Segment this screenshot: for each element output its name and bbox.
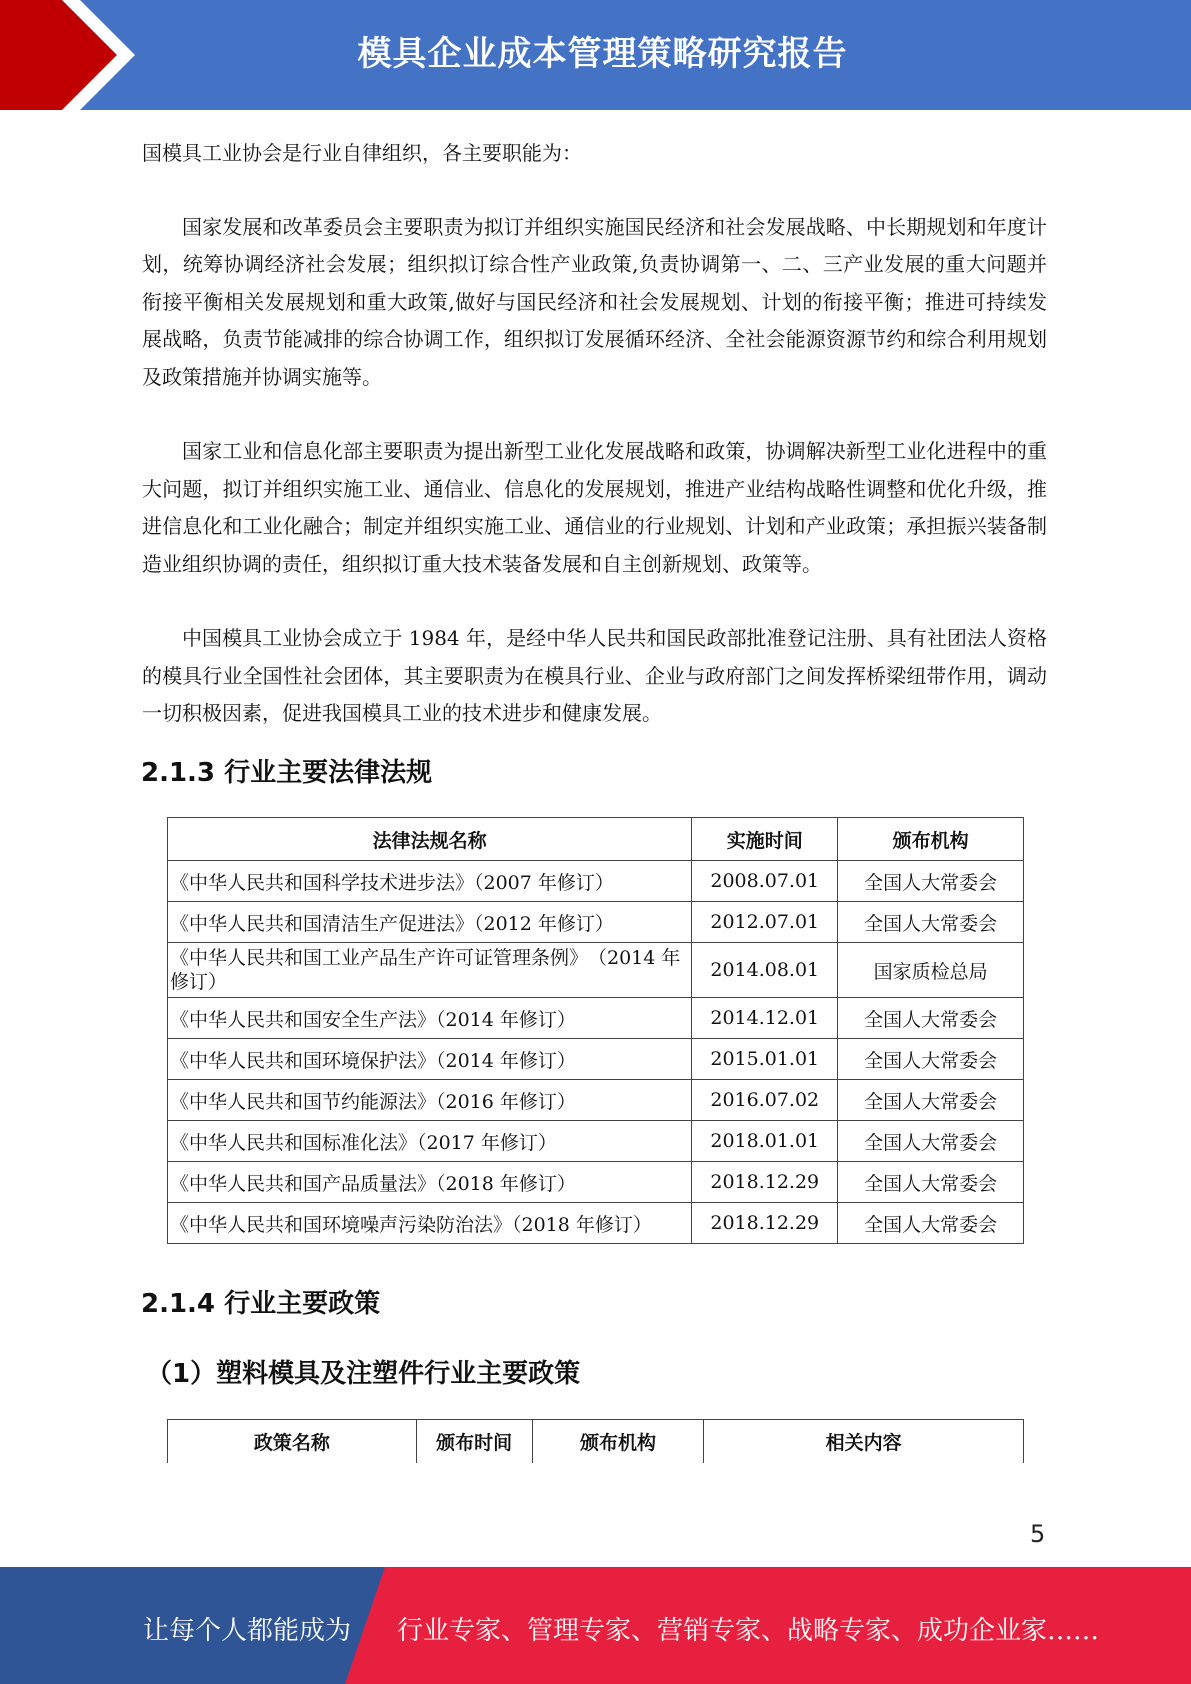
effective-date-cell: 2018.12.29 [692, 1203, 838, 1244]
law-name-cell: 《中华人民共和国环境噪声污染防治法》（2018 年修订） [168, 1203, 692, 1244]
law-name-cell: 《中华人民共和国科学技术进步法》（2007 年修订） [168, 861, 692, 902]
column-header-content: 相关内容 [704, 1420, 1024, 1463]
subsection-heading-plastic-molds: （1）塑料模具及注塑件行业主要政策 [146, 1359, 581, 1389]
issuer-cell: 国家质检总局 [838, 943, 1024, 998]
law-name-cell: 《中华人民共和国产品质量法》（2018 年修订） [168, 1162, 692, 1203]
table-row [168, 1121, 1024, 1162]
effective-date-cell: 2008.07.01 [692, 861, 838, 902]
issuer-cell: 全国人大常委会 [838, 1080, 1024, 1121]
section-heading-policies: 2.1.4 行业主要政策 [141, 1289, 381, 1319]
table-row [168, 1162, 1024, 1203]
issuer-cell: 全国人大常委会 [838, 1162, 1024, 1203]
footer-slogan-left: 让每个人都能成为 [143, 1616, 352, 1646]
column-header-issuer: 颁布机构 [838, 818, 1024, 861]
paragraph-miit: 国家工业和信息化部主要职责为提出新型工业化发展战略和政策，协调解决新型工业化进程中的重大问题，拟订并组织实施工业、通信业、信息化的发展规划，推进产业结构战略性调整和优化升级，推进信息化和工业化融合；制定并组织实施工业、通信业的行业规划、计划和产业政策；承担振兴装备制造业组织协调的责任，组织拟订重大技术装备发展和自主创新规划、政策等。 [142, 439, 1047, 576]
effective-date-cell: 2018.12.29 [692, 1162, 838, 1203]
page-header [0, 0, 1191, 110]
page-footer [0, 1567, 1191, 1684]
effective-date-cell: 2014.12.01 [692, 998, 838, 1039]
table-header-row [168, 1420, 1024, 1463]
issuer-cell: 全国人大常委会 [838, 1203, 1024, 1244]
effective-date-cell: 2014.08.01 [692, 943, 838, 998]
page-number: 5 [1030, 1520, 1046, 1548]
effective-date-cell: 2012.07.01 [692, 902, 838, 943]
column-header-law-name: 法律法规名称 [168, 818, 692, 861]
law-name-cell: 《中华人民共和国节约能源法》（2016 年修订） [168, 1080, 692, 1121]
law-name-cell: 《中华人民共和国清洁生产促进法》（2012 年修订） [168, 902, 692, 943]
table-row [168, 998, 1024, 1039]
law-name-cell: 《中华人民共和国工业产品生产许可证管理条例》 （2014 年修订） [168, 943, 692, 998]
issuer-cell: 全国人大常委会 [838, 861, 1024, 902]
laws-table [167, 817, 1024, 1244]
paragraph-ndrc: 国家发展和改革委员会主要职责为拟订并组织实施国民经济和社会发展战略、中长期规划和年度计划，统筹协调经济社会发展；组织拟订综合性产业政策,负责协调第一、二、三产业发展的重大问题并衔接平衡相关发展规划和重大政策,做好与国民经济和社会发展规划、计划的衔接平衡；推进可持续发展战略，负责节能减排的综合协调工作，组织拟订发展循环经济、全社会能源资源节约和综合利用规划及政策措施并协调实施等。 [142, 214, 1047, 389]
policies-table [167, 1419, 1024, 1463]
paragraph-intro: 国模具工业协会是行业自律组织，各主要职能为： [142, 141, 582, 165]
table-header-row [168, 818, 1024, 861]
table-row [168, 943, 1024, 998]
table-row [168, 1203, 1024, 1244]
body-text [142, 135, 1047, 770]
report-title: 模具企业成本管理策略研究报告 [357, 34, 848, 74]
paragraph-association: 中国模具工业协会成立于 1984 年，是经中华人民共和国民政部批准登记注册、具有社团法人资格的模具行业全国性社会团体，其主要职责为在模具行业、企业与政府部门之间发挥桥梁纽带作用，调动一切积极因素，促进我国模具工业的技术进步和健康发展。 [142, 626, 1047, 725]
issuer-cell: 全国人大常委会 [838, 1039, 1024, 1080]
issuer-cell: 全国人大常委会 [838, 902, 1024, 943]
law-name-cell: 《中华人民共和国环境保护法》（2014 年修订） [168, 1039, 692, 1080]
effective-date-cell: 2016.07.02 [692, 1080, 838, 1121]
effective-date-cell: 2018.01.01 [692, 1121, 838, 1162]
section-heading-laws: 2.1.3 行业主要法律法规 [141, 758, 433, 788]
issuer-cell: 全国人大常委会 [838, 998, 1024, 1039]
column-header-effective-date: 实施时间 [692, 818, 838, 861]
issuer-cell: 全国人大常委会 [838, 1121, 1024, 1162]
column-header-issuer: 颁布机构 [532, 1420, 704, 1463]
table-row [168, 902, 1024, 943]
law-name-cell: 《中华人民共和国标准化法》（2017 年修订） [168, 1121, 692, 1162]
effective-date-cell: 2015.01.01 [692, 1039, 838, 1080]
table-row [168, 1039, 1024, 1080]
table-row [168, 1080, 1024, 1121]
table-row [168, 861, 1024, 902]
law-name-cell: 《中华人民共和国安全生产法》（2014 年修订） [168, 998, 692, 1039]
footer-slogan-right: 行业专家、管理专家、营销专家、战略专家、成功企业家…… [397, 1616, 1100, 1646]
column-header-issue-date: 颁布时间 [416, 1420, 532, 1463]
column-header-policy-name: 政策名称 [168, 1420, 417, 1463]
